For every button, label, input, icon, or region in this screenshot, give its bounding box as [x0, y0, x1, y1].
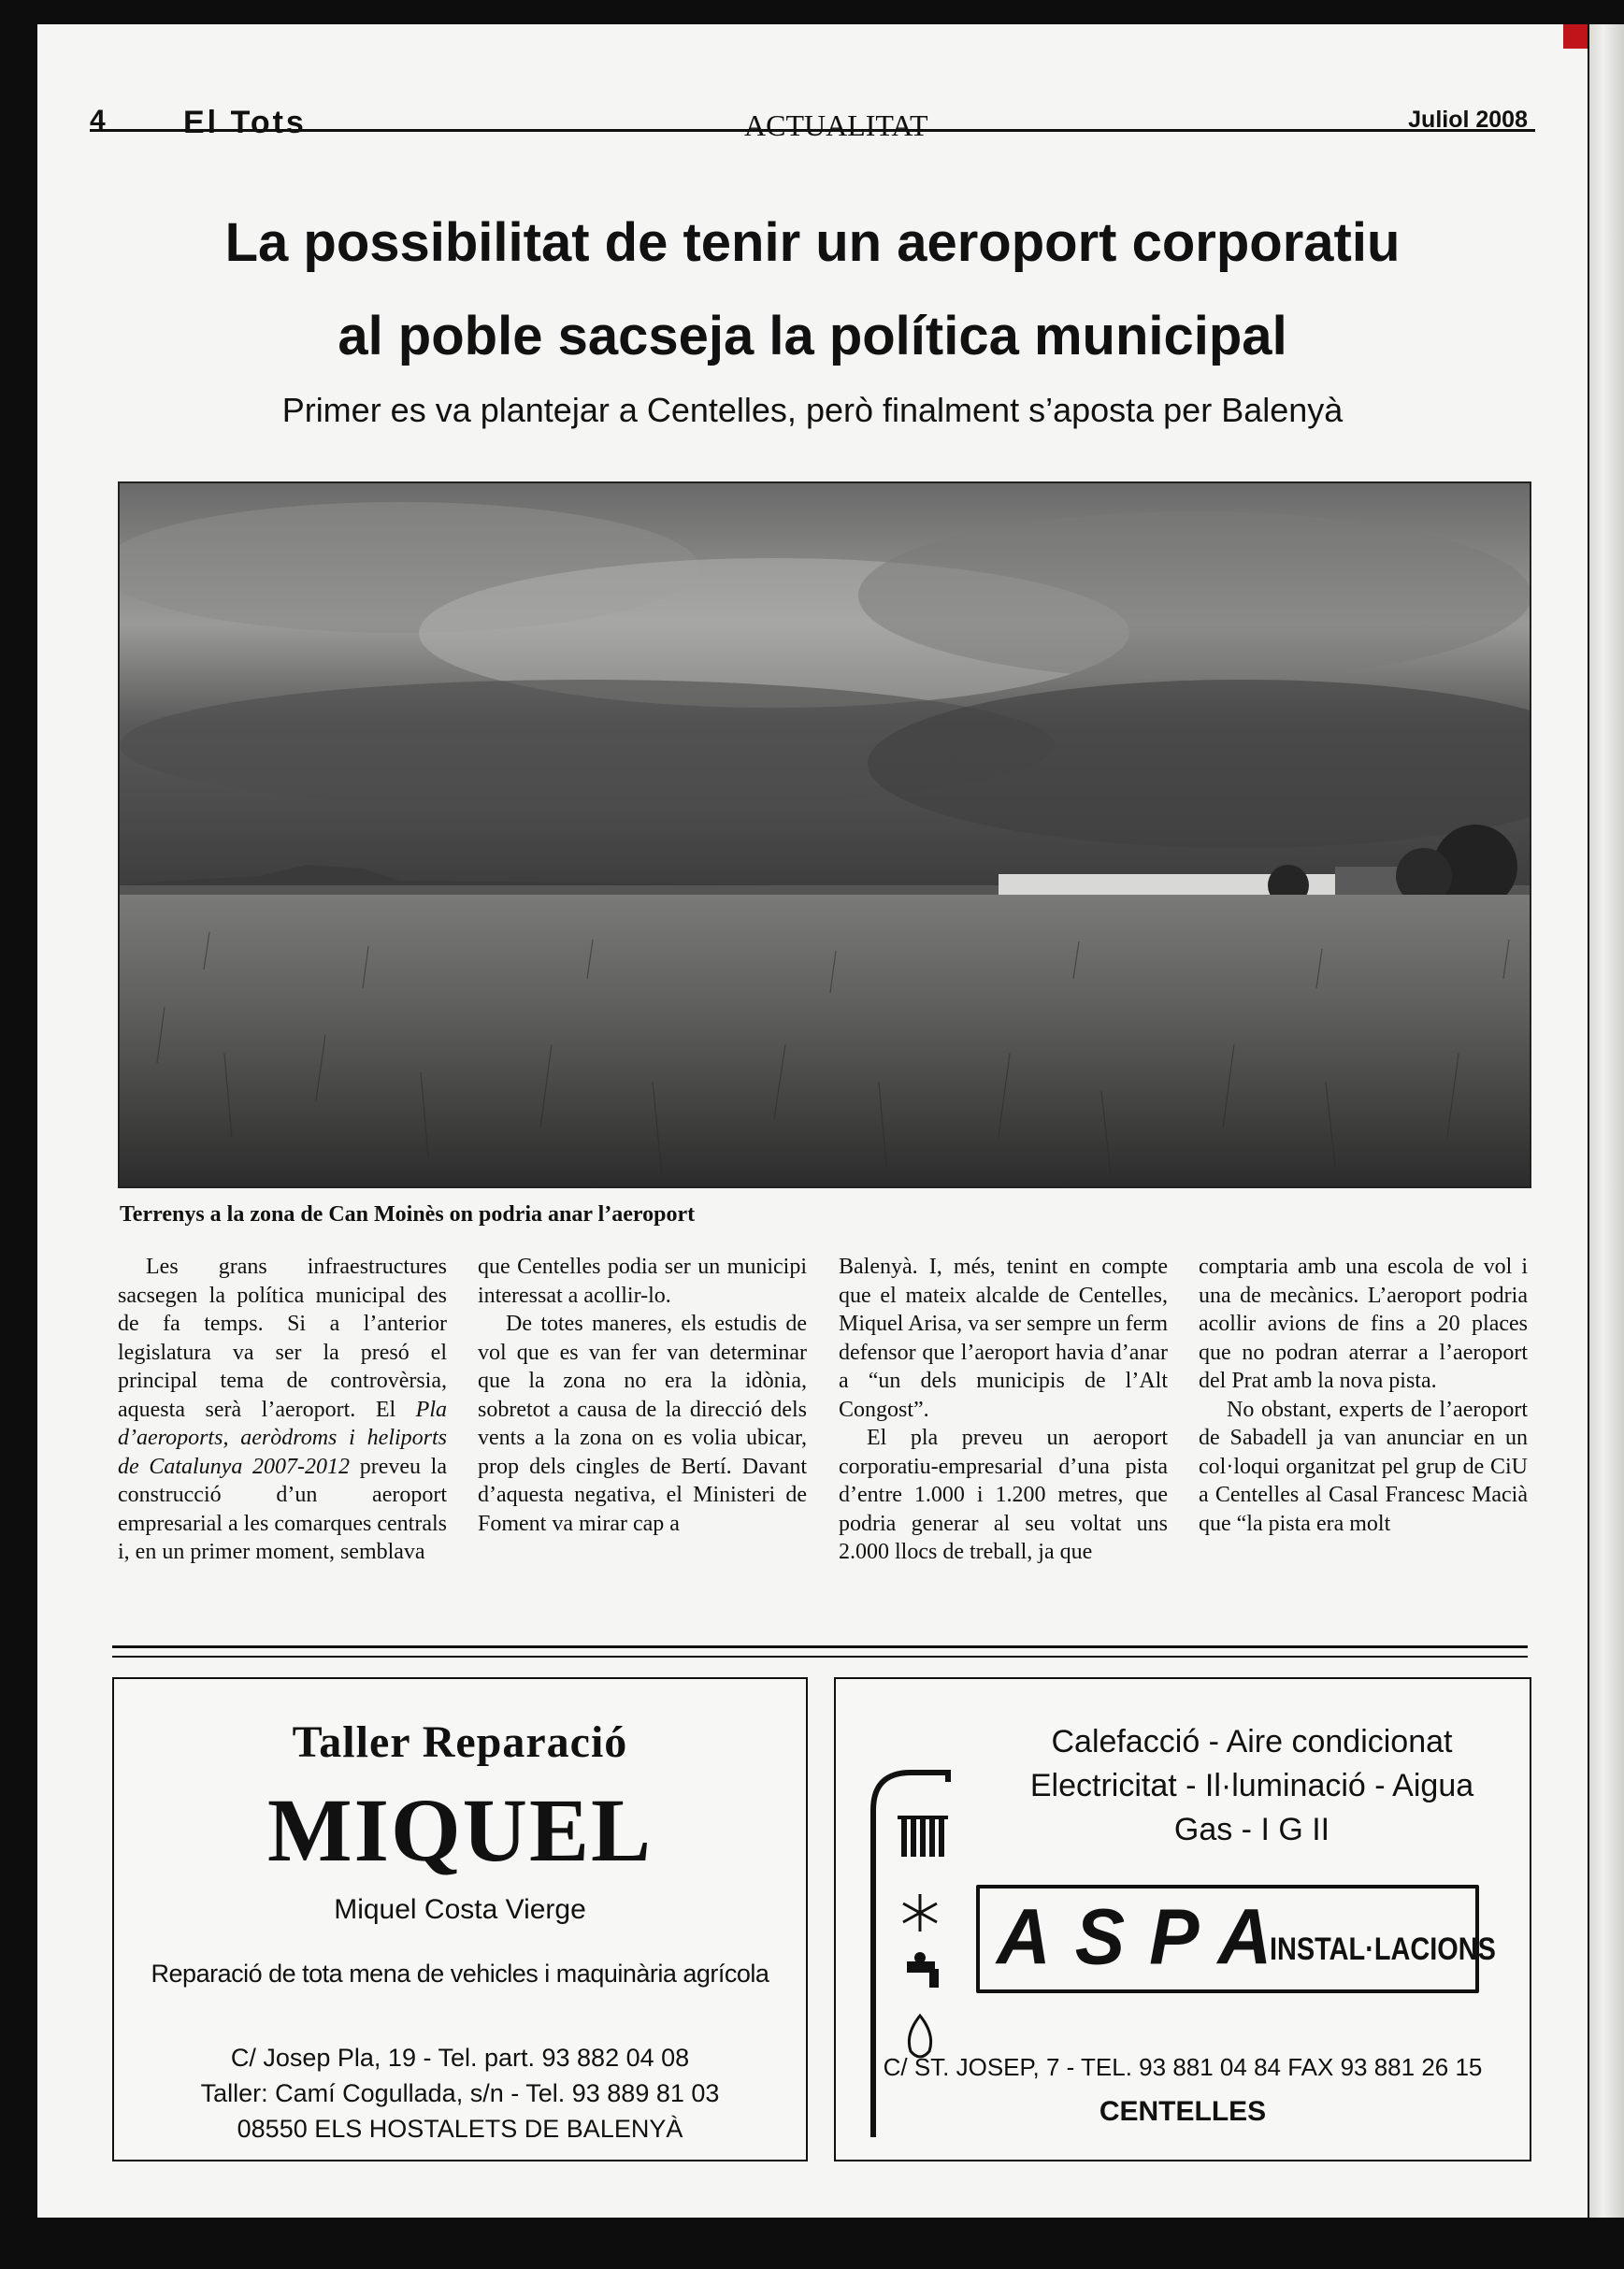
issue-date: Juliol 2008 [1408, 107, 1528, 133]
photo-caption: Terrenys a la zona de Can Moinès on podria anar l’aeroport [120, 1202, 696, 1227]
ad-services: Calefacció - Aire condicionat Electricitat - Il·luminació - Aigua Gas - I G II [1029, 1724, 1474, 1847]
article-column-3 [839, 1253, 1168, 1567]
paragraph: No obstant, experts de l’aeroport de Sabadell ja van anunciar en un col·loqui organitzat pel grup de CiU a Centelles al Casal Francesc Macià que “la pista era molt [1199, 1397, 1528, 1536]
headline-line-1: La possibilitat de tenir un aeroport corporatiu [224, 212, 1401, 273]
article-body [118, 1253, 1528, 1636]
snowflake-icon [903, 1894, 937, 1932]
flame-icon [909, 2016, 930, 2057]
ad-brand: MIQUEL [266, 1780, 654, 1880]
ad-address: C/ ST. JOSEP, 7 - TEL. 93 881 04 84 FAX 93 881 26 15 [883, 2053, 1483, 2081]
paragraph: comptaria amb una escola de vol i una de mecànics. L’aeroport podria acollir avions de fins a 20 places que no podran aterrar a l’aeroport del Prat amb la nova pista. [1199, 1255, 1528, 1393]
section-name: ACTUALITAT [744, 108, 928, 142]
article-column-1 [118, 1253, 447, 1567]
corner-mark [1563, 24, 1588, 49]
aspa-logo [976, 1885, 1496, 1993]
article-column-2 [478, 1253, 807, 1538]
paragraph: De totes maneres, els estudis de vol que es van fer van determinar que la zona no era la idònia, sobretot a causa de la direcció dels vents a la zona on es volia ubicar, prop dels cingles de Bertí. Davant d’aquesta negativa, el Ministeri de Foment va mirar cap a [478, 1312, 807, 1536]
publication-name: El Tots [183, 105, 307, 140]
page-number: 4 [90, 105, 106, 136]
ad-aspa-installacions [834, 1677, 1531, 2161]
paragraph: Les grans infraestructures sacsegen la política municipal des de fa temps. Si a l’anterior legislatura va ser la presó el principal tema de controvèrsia, aquesta serà l’aeroport. El Pla d’aeroports, aeròdroms i heliports de Catalunya 2007-2012 preveu la construcció d’un aeroport empresarial a les comarques centrals i, en un primer moment, semblava [118, 1255, 447, 1564]
ad-contact: C/ Josep Pla, 19 - Tel. part. 93 882 04 08 Taller: Camí Cogullada, s/n - Tel. 93 889 81 03 08550 ELS HOSTALETS DE BALENYÀ [200, 2044, 720, 2143]
ad-owner: Miquel Costa Vierge [334, 1894, 586, 1925]
logo-text: ASPA [997, 1892, 1297, 1981]
ad-title: Taller Reparació [292, 1717, 628, 1767]
article-headline [90, 196, 1535, 383]
pipe-icon [864, 1754, 985, 2147]
next-page-edge [1589, 24, 1624, 2218]
paragraph: Balenyà. I, més, tenint en compte que el mateix alcalde de Centelles, Miquel Arisa, va ser sempre un ferm defensor que l’aeroport havia d’anar a “un dels municipis de l’Alt Congost”. [839, 1255, 1168, 1422]
ad-town: CENTELLES [1099, 2096, 1267, 2127]
logo-subtitle: INSTAL·LACIONS [1270, 1932, 1496, 1967]
section-divider [112, 1645, 1528, 1658]
paragraph: El pla preveu un aeroport corporatiu-empresarial d’una pista d’entre 1.000 i 1.200 metres, que podria generar al seu voltat uns 2.000 llocs de treball, ja que [839, 1426, 1168, 1564]
radiator-icon [898, 1816, 948, 1857]
page-header [90, 86, 1535, 142]
faucet-icon [907, 1952, 939, 1988]
ad-services: Reparació de tota mena de vehicles i maquinària agrícola [151, 1960, 769, 1988]
article-photo [118, 481, 1531, 1188]
paragraph: que Centelles podia ser un municipi interessat a acollir-lo. [478, 1255, 807, 1308]
ad-taller-miquel [112, 1677, 808, 2161]
headline-line-2: al poble sacseja la política municipal [338, 306, 1287, 366]
article-column-4 [1199, 1253, 1528, 1538]
article-subheadline: Primer es va plantejar a Centelles, però finalment s’aposta per Balenyà [281, 391, 1344, 429]
